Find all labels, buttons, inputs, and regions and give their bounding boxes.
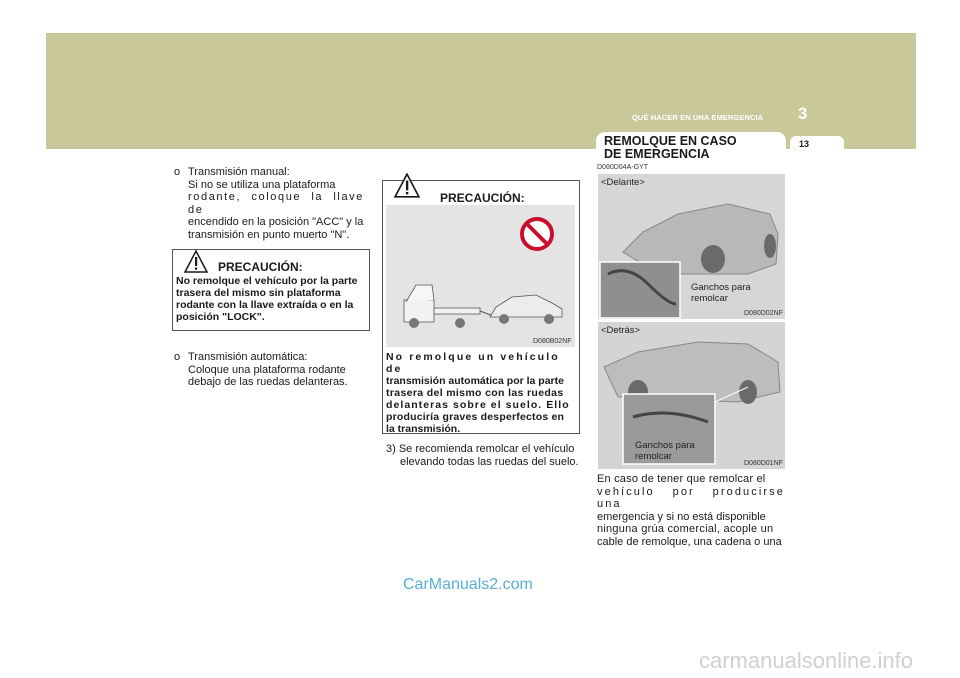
watermark-carmanuals2[interactable]: CarManuals2.com (403, 576, 533, 593)
tow-truck-illustration (386, 205, 575, 347)
caution-text: No remolque el vehículo por la parte trasera del mismo sin plataforma rodante con la llave extraída o en la posición "LOCK". (176, 275, 358, 323)
topic-title: REMOLQUE EN CASO DE EMERGENCIA (604, 134, 737, 161)
section-title: QUÉ HACER EN UNA EMERGENCIA (632, 113, 764, 122)
towing-body-text: En caso de tener que remolcar el vehículo por producirse una emergencia y si no está disponible ninguna grúa comercial, acople un cable de remolque, una cadena o una (597, 473, 785, 548)
caution-title: PRECAUCIÓN: (440, 191, 525, 205)
step-3: 3) Se recomienda remolcar el vehículo elevando todas las ruedas del suelo. (386, 443, 579, 468)
front-car-photo (598, 174, 785, 319)
warning-text: No remolque un vehículo de transmisión automática por la parte trasera del mismo con las ruedas delanteras sobre el suelo. Ello produciría graves desperfectos en la transmisión. (386, 351, 570, 435)
auto-title: Transmisión automática: (188, 351, 308, 363)
rear-label: <Detrás> (601, 325, 641, 336)
rear-car-photo (598, 322, 785, 469)
watermark-carmanualsonline[interactable]: carmanualsonline.info (699, 648, 914, 673)
warning-icon (184, 250, 208, 274)
doc-code: D080D04A-GYT (597, 164, 648, 171)
rear-hook-label: Ganchos para remolcar (635, 440, 695, 462)
header-band (46, 33, 916, 149)
bullet: o (174, 166, 181, 178)
warning-icon (394, 173, 420, 199)
front-label: <Delante> (601, 177, 645, 188)
bullet: o (174, 351, 181, 363)
caution-title: PRECAUCIÓN: (218, 260, 303, 274)
caution-box-left (172, 249, 370, 331)
section-number: 3 (798, 104, 808, 123)
manual-title: Transmisión manual: (188, 166, 290, 178)
tow-truck-drawing (386, 205, 575, 347)
rear-image-code: D080D01NF (744, 460, 783, 467)
image-code: D080B02NF (533, 338, 572, 345)
caution-box-middle (382, 180, 580, 434)
page-number: 13 (799, 139, 810, 149)
front-hook-label: Ganchos para remolcar (691, 282, 751, 304)
front-image-code: D080D02NF (744, 310, 783, 317)
